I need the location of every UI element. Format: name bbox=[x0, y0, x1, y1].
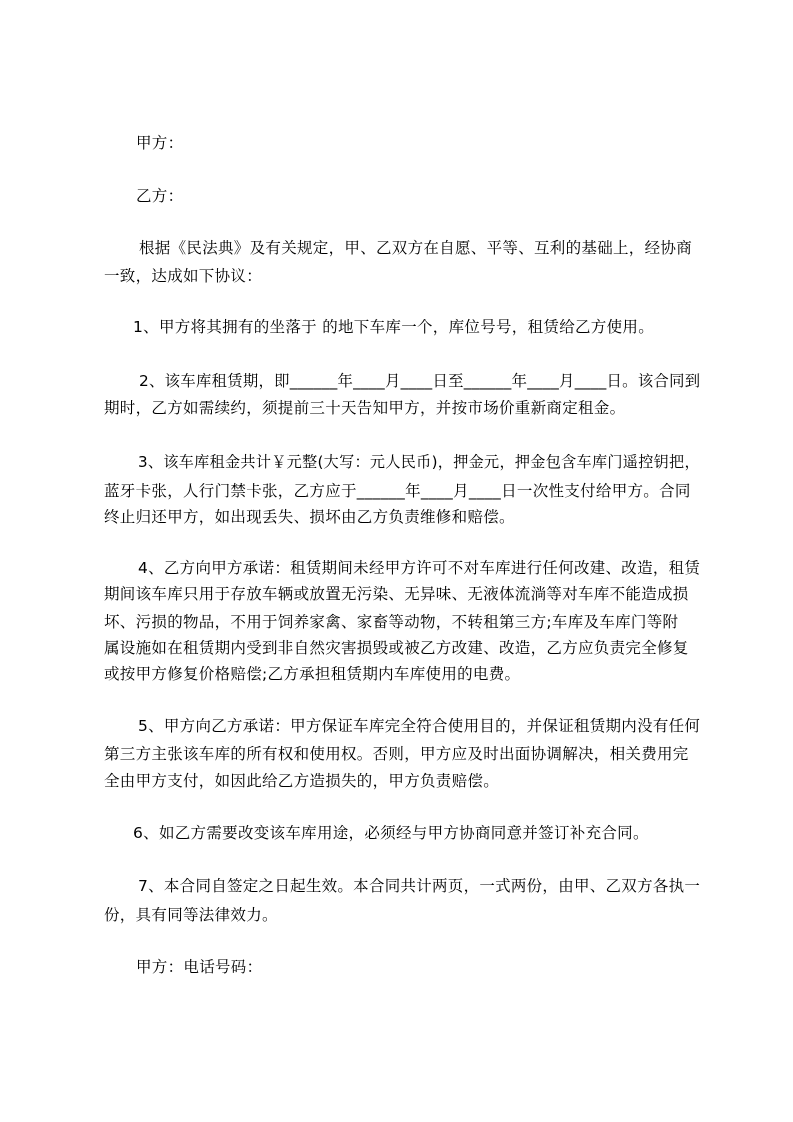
clause-3-line-1: 3、该车库租金共计￥元整(大写：元人民币)，押金元，押金包含车库门遥控钥把， bbox=[138, 453, 700, 471]
party-a-label: 甲方： bbox=[136, 134, 184, 152]
party-b-label: 乙方： bbox=[136, 187, 184, 205]
clause-4-line-3: 坏、污损的物品，不用于饲养家禽、家畜等动物，不转租第三方;车库及车库门等附 bbox=[104, 613, 679, 631]
clause-7-line-1: 7、本合同自签定之日起生效。本合同共计两页，一式两份，由甲、乙双方各执一 bbox=[138, 877, 701, 895]
clause-5-line-1: 5、甲方向乙方承诺：甲方保证车库完全符合使用目的，并保证租赁期内没有任何 bbox=[138, 717, 701, 735]
clause-4-line-4: 属设施如在租赁期内受到非自然灾害损毁或被乙方改建、改造，乙方应负责完全修复 bbox=[104, 639, 689, 657]
intro-line-2: 一致，达成如下协议： bbox=[104, 267, 263, 285]
clause-4-line-5: 或按甲方修复价格赔偿;乙方承担租赁期内车库使用的电费。 bbox=[104, 665, 521, 683]
clause-3-line-2: 蓝牙卡张，人行门禁卡张，乙方应于______年____月____日一次性支付给甲方。合同 bbox=[104, 482, 691, 500]
clause-5-line-3: 全由甲方支付，如因此给乙方造损失的，甲方负责赔偿。 bbox=[104, 772, 500, 790]
intro-line-1: 根据《民法典》及有关规定，甲、乙双方在自愿、平等、互利的基础上，经协商 bbox=[139, 239, 693, 257]
clause-2-line-1: 2、该车库租赁期，即______年____月____日至______年____月____日。该合同到 bbox=[139, 372, 701, 390]
clause-2-line-2: 期时，乙方如需续约，须提前三十天告知甲方，并按市场价重新商定租金。 bbox=[104, 399, 626, 417]
clause-6-line-1: 6、如乙方需要改变该车库用途，必须经与甲方协商同意并签订补充合同。 bbox=[133, 824, 649, 842]
clause-4-line-1: 4、乙方向甲方承诺：租赁期间未经甲方许可不对车库进行任何改建、改造，租赁 bbox=[138, 559, 701, 577]
clause-7-line-2: 份，具有同等法律效力。 bbox=[104, 906, 278, 924]
party-a-phone-label: 甲方：电话号码： bbox=[136, 958, 263, 976]
clause-1-line-1: 1、甲方将其拥有的坐落于 的地下车库一个，库位号号，租赁给乙方使用。 bbox=[133, 318, 654, 336]
clause-3-line-3: 终止归还甲方，如出现丢失、损坏由乙方负责维修和赔偿。 bbox=[104, 508, 515, 526]
clause-4-line-2: 期间该车库只用于存放车辆或放置无污染、无异味、无液体流淌等对车库不能造成损 bbox=[104, 585, 689, 603]
clause-5-line-2: 第三方主张该车库的所有权和使用权。否则，甲方应及时出面协调解决，相关费用完 bbox=[104, 745, 689, 763]
